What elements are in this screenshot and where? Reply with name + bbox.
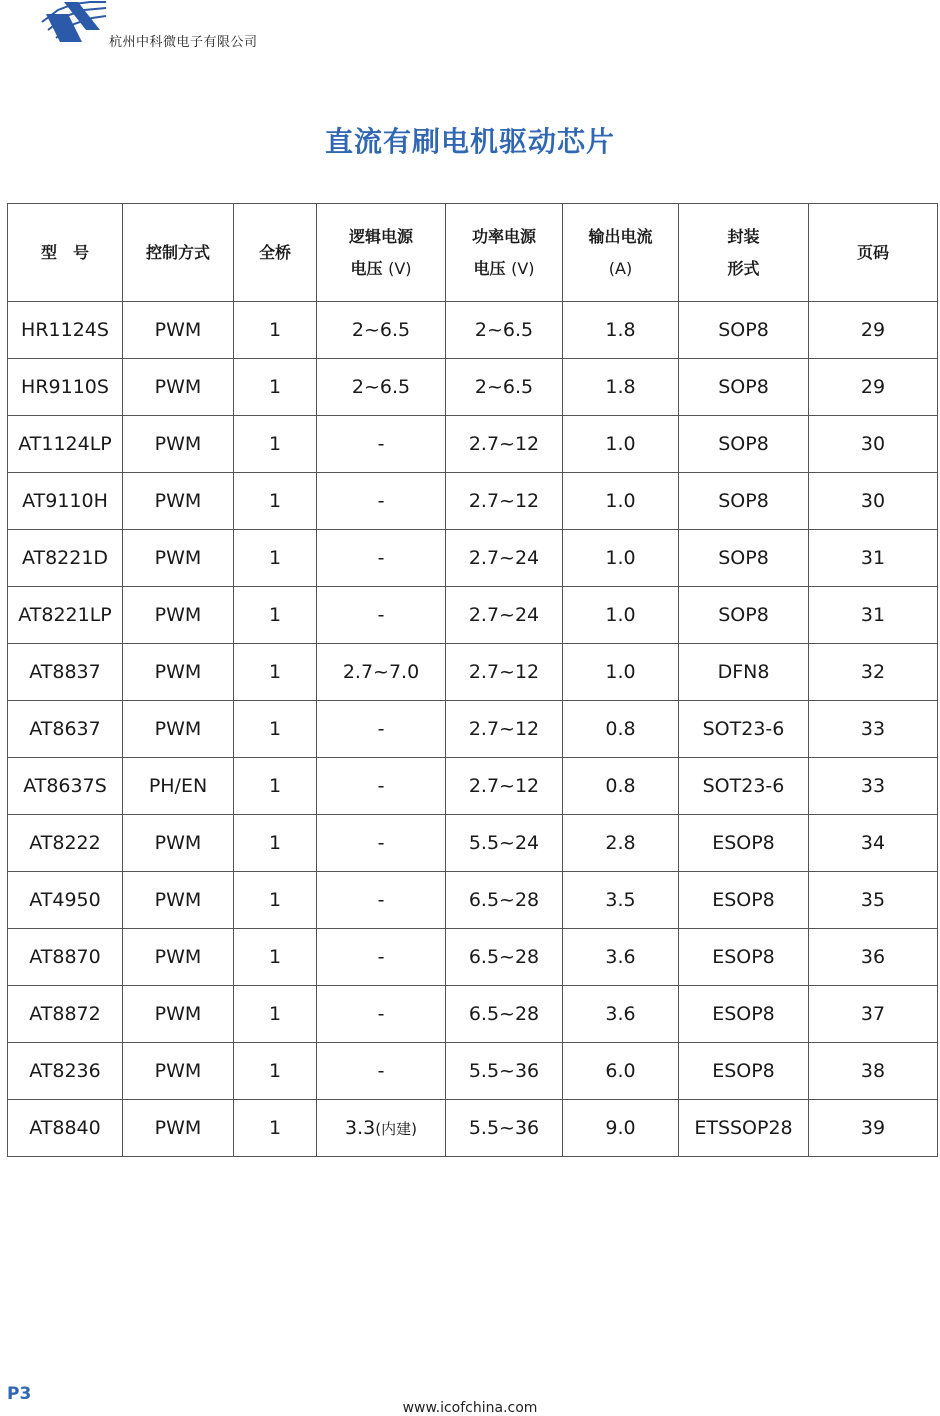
cell-logic-note: (内建) — [375, 1120, 417, 1138]
cell-model-value: AT8637 — [29, 718, 101, 740]
footer-url: www.icofchina.com — [402, 1400, 538, 1416]
cell-logic-value: - — [377, 604, 385, 626]
cell-bridge — [234, 986, 317, 1043]
table-row — [8, 587, 938, 644]
cell-bridge — [234, 587, 317, 644]
header-bridge: 全桥 — [234, 204, 317, 302]
cell-logic — [317, 872, 446, 929]
cell-model — [8, 872, 123, 929]
cell-logic-value: - — [377, 718, 385, 740]
cell-power — [446, 473, 563, 530]
cell-logic-value: - — [377, 547, 385, 569]
cell-power-value: 6.5~28 — [468, 889, 540, 911]
header-power-line2: 电压 — [473, 258, 506, 278]
table-row — [8, 872, 938, 929]
cell-bridge-value: 1 — [268, 1003, 282, 1025]
cell-power-value: 2.7~12 — [468, 718, 540, 740]
cell-bridge — [234, 815, 317, 872]
cell-package-value: ESOP8 — [712, 1003, 775, 1025]
cell-model — [8, 302, 123, 359]
cell-power — [446, 644, 563, 701]
header-package-line2: 形式 — [727, 258, 760, 278]
cell-page — [809, 644, 938, 701]
cell-package — [679, 986, 809, 1043]
cell-page — [809, 302, 938, 359]
cell-power-value: 6.5~28 — [468, 1003, 540, 1025]
cell-logic — [317, 929, 446, 986]
cell-model-value: AT8236 — [29, 1060, 101, 1082]
cell-control-value: PWM — [154, 376, 202, 398]
cell-control — [123, 473, 234, 530]
cell-package-value: SOP8 — [718, 547, 769, 569]
cell-package — [679, 644, 809, 701]
cell-bridge — [234, 473, 317, 530]
cell-current — [563, 416, 679, 473]
cell-package — [679, 473, 809, 530]
cell-bridge — [234, 701, 317, 758]
cell-logic — [317, 587, 446, 644]
cell-package-value: SOT23-6 — [702, 775, 785, 797]
cell-control-value: PWM — [154, 1117, 202, 1139]
cell-model — [8, 701, 123, 758]
cell-power — [446, 1100, 563, 1157]
cell-page-value: 31 — [860, 604, 886, 626]
cell-power — [446, 815, 563, 872]
cell-package — [679, 815, 809, 872]
cell-package — [679, 587, 809, 644]
header-package — [679, 204, 809, 302]
header-control: 控制方式 — [123, 204, 234, 302]
cell-control-value: PWM — [154, 889, 202, 911]
cell-package — [679, 1100, 809, 1157]
table-row — [8, 473, 938, 530]
cell-page-value: 33 — [860, 718, 886, 740]
cell-page — [809, 473, 938, 530]
cell-current — [563, 986, 679, 1043]
cell-package — [679, 1043, 809, 1100]
cell-control — [123, 986, 234, 1043]
cell-control-value: PWM — [154, 1003, 202, 1025]
header-current-line1: 输出电流 — [588, 226, 653, 246]
cell-page-value: 29 — [860, 319, 886, 341]
cell-bridge — [234, 416, 317, 473]
cell-package-value: ESOP8 — [712, 946, 775, 968]
cell-current-value: 1.0 — [605, 661, 636, 683]
cell-current — [563, 644, 679, 701]
cell-logic-value: - — [377, 433, 385, 455]
cell-logic — [317, 416, 446, 473]
cell-package-value: SOP8 — [718, 376, 769, 398]
cell-bridge-value: 1 — [268, 547, 282, 569]
cell-package-value: ETSSOP28 — [694, 1117, 793, 1139]
cell-control-value: PWM — [154, 604, 202, 626]
cell-page-value: 39 — [860, 1117, 886, 1139]
cell-page-value: 37 — [860, 1003, 886, 1025]
table-row — [8, 359, 938, 416]
cell-logic-value: 3.3 — [345, 1117, 376, 1139]
cell-current-value: 1.0 — [605, 433, 636, 455]
page-number: P3 — [7, 1384, 32, 1404]
cell-control-value: PWM — [154, 1060, 202, 1082]
table-row — [8, 758, 938, 815]
cell-control — [123, 359, 234, 416]
header-logic-line1: 逻辑电源 — [348, 226, 413, 246]
cell-model-value: HR9110S — [21, 376, 109, 398]
header-model: 型 号 — [8, 204, 123, 302]
cell-model — [8, 644, 123, 701]
table-row — [8, 986, 938, 1043]
cell-bridge-value: 1 — [268, 433, 282, 455]
cell-current-value: 6.0 — [605, 1060, 636, 1082]
cell-power-value: 2~6.5 — [474, 319, 534, 341]
header-power-line1: 功率电源 — [471, 226, 536, 246]
cell-logic — [317, 815, 446, 872]
cell-bridge — [234, 359, 317, 416]
cell-control — [123, 1043, 234, 1100]
cell-bridge-value: 1 — [268, 889, 282, 911]
cell-model-value: AT8637S — [23, 775, 107, 797]
table-row — [8, 701, 938, 758]
table-row — [8, 644, 938, 701]
cell-bridge — [234, 530, 317, 587]
cell-control — [123, 530, 234, 587]
cell-control — [123, 758, 234, 815]
cell-control-value: PH/EN — [148, 775, 208, 797]
cell-control-value: PWM — [154, 433, 202, 455]
cell-current — [563, 473, 679, 530]
cell-package-value: SOT23-6 — [702, 718, 785, 740]
cell-bridge — [234, 1100, 317, 1157]
cell-package — [679, 530, 809, 587]
cell-control-value: PWM — [154, 547, 202, 569]
cell-model-value: AT8221LP — [18, 604, 112, 626]
cell-model — [8, 416, 123, 473]
table-row — [8, 416, 938, 473]
cell-page-value: 31 — [860, 547, 886, 569]
cell-bridge — [234, 872, 317, 929]
cell-control-value: PWM — [154, 490, 202, 512]
table-row — [8, 530, 938, 587]
cell-power — [446, 929, 563, 986]
cell-page — [809, 986, 938, 1043]
cell-model — [8, 1043, 123, 1100]
cell-model-value: AT8872 — [29, 1003, 101, 1025]
cell-model — [8, 1100, 123, 1157]
cell-page — [809, 815, 938, 872]
cell-current-value: 0.8 — [605, 775, 636, 797]
header-output-current — [563, 204, 679, 302]
cell-model-value: AT4950 — [29, 889, 101, 911]
cell-logic-value: - — [377, 889, 385, 911]
cell-current — [563, 929, 679, 986]
cell-control — [123, 644, 234, 701]
cell-bridge-value: 1 — [268, 1117, 282, 1139]
cell-power — [446, 701, 563, 758]
header-logic-line2: 电压 — [350, 258, 383, 278]
cell-current-value: 0.8 — [605, 718, 636, 740]
page-title: 直流有刷电机驱动芯片 — [324, 125, 615, 158]
header-logic-unit: (V) — [388, 258, 412, 278]
cell-package — [679, 872, 809, 929]
cell-current — [563, 758, 679, 815]
cell-current-value: 1.0 — [605, 490, 636, 512]
cell-logic — [317, 1100, 446, 1157]
cell-logic — [317, 530, 446, 587]
cell-power-value: 2.7~24 — [468, 604, 540, 626]
cell-bridge — [234, 644, 317, 701]
cell-model — [8, 587, 123, 644]
cell-logic-value: 2.7~7.0 — [342, 661, 420, 683]
cell-bridge-value: 1 — [268, 775, 282, 797]
cell-current — [563, 701, 679, 758]
cell-logic — [317, 473, 446, 530]
cell-logic — [317, 302, 446, 359]
cell-control — [123, 302, 234, 359]
cell-logic-value: - — [377, 832, 385, 854]
cell-control-value: PWM — [154, 946, 202, 968]
cell-current — [563, 530, 679, 587]
cell-page — [809, 701, 938, 758]
cell-power-value: 2.7~12 — [468, 490, 540, 512]
cell-page-value: 29 — [860, 376, 886, 398]
cell-bridge-value: 1 — [268, 718, 282, 740]
cell-page — [809, 929, 938, 986]
cell-logic-value: - — [377, 946, 385, 968]
cell-power — [446, 758, 563, 815]
product-table — [7, 203, 938, 1157]
cell-power-value: 5.5~24 — [468, 832, 540, 854]
cell-logic — [317, 1043, 446, 1100]
cell-control — [123, 416, 234, 473]
cell-model — [8, 530, 123, 587]
cell-power — [446, 359, 563, 416]
cell-bridge — [234, 929, 317, 986]
cell-page-value: 36 — [860, 946, 886, 968]
cell-package — [679, 416, 809, 473]
cell-power — [446, 416, 563, 473]
cell-package — [679, 929, 809, 986]
cell-control — [123, 701, 234, 758]
cell-bridge-value: 1 — [268, 604, 282, 626]
header-package-line1: 封装 — [727, 226, 760, 246]
cell-power-value: 5.5~36 — [468, 1060, 540, 1082]
cell-bridge — [234, 302, 317, 359]
cell-control — [123, 872, 234, 929]
cell-power — [446, 587, 563, 644]
cell-logic — [317, 986, 446, 1043]
table-row — [8, 929, 938, 986]
cell-logic-value: - — [377, 1060, 385, 1082]
cell-current — [563, 1100, 679, 1157]
cell-bridge-value: 1 — [268, 946, 282, 968]
cell-page — [809, 359, 938, 416]
cell-control — [123, 1100, 234, 1157]
cell-package-value: DFN8 — [717, 661, 770, 683]
cell-page — [809, 872, 938, 929]
cell-page — [809, 530, 938, 587]
cell-current-value: 1.0 — [605, 547, 636, 569]
cell-power-value: 2.7~12 — [468, 775, 540, 797]
cell-model-value: AT8837 — [29, 661, 101, 683]
cell-page-value: 30 — [860, 490, 886, 512]
cell-current-value: 9.0 — [605, 1117, 636, 1139]
cell-current — [563, 302, 679, 359]
table-row — [8, 1043, 938, 1100]
cell-current-value: 2.8 — [605, 832, 636, 854]
cell-power-value: 2.7~12 — [468, 661, 540, 683]
cell-power — [446, 872, 563, 929]
cell-bridge-value: 1 — [268, 661, 282, 683]
cell-power-value: 2~6.5 — [474, 376, 534, 398]
cell-control-value: PWM — [154, 832, 202, 854]
cell-package-value: SOP8 — [718, 433, 769, 455]
cell-current-value: 1.8 — [605, 376, 636, 398]
header-power-unit: (V) — [511, 258, 535, 278]
cell-power — [446, 1043, 563, 1100]
cell-page — [809, 758, 938, 815]
cell-bridge-value: 1 — [268, 1060, 282, 1082]
cell-logic-value: - — [377, 775, 385, 797]
cell-logic-value: - — [377, 1003, 385, 1025]
cell-model — [8, 929, 123, 986]
cell-page-value: 32 — [860, 661, 886, 683]
cell-power — [446, 530, 563, 587]
cell-model — [8, 473, 123, 530]
cell-package — [679, 359, 809, 416]
cell-model-value: HR1124S — [21, 319, 109, 341]
cell-power — [446, 302, 563, 359]
cell-package-value: SOP8 — [718, 604, 769, 626]
cell-page — [809, 587, 938, 644]
cell-power-value: 6.5~28 — [468, 946, 540, 968]
cell-control — [123, 815, 234, 872]
cell-model — [8, 815, 123, 872]
cell-current — [563, 1043, 679, 1100]
cell-power-value: 5.5~36 — [468, 1117, 540, 1139]
cell-logic-value: 2~6.5 — [351, 376, 411, 398]
cell-control-value: PWM — [154, 718, 202, 740]
cell-current-value: 3.5 — [605, 889, 636, 911]
cell-current-value: 3.6 — [605, 946, 636, 968]
cell-page-value: 38 — [860, 1060, 886, 1082]
cell-page — [809, 1100, 938, 1157]
cell-bridge — [234, 758, 317, 815]
cell-logic — [317, 359, 446, 416]
cell-page-value: 34 — [860, 832, 886, 854]
cell-bridge-value: 1 — [268, 490, 282, 512]
cell-current — [563, 872, 679, 929]
cell-page-value: 30 — [860, 433, 886, 455]
cell-logic — [317, 758, 446, 815]
cell-package — [679, 701, 809, 758]
cell-model-value: AT8840 — [29, 1117, 101, 1139]
cell-model-value: AT1124LP — [18, 433, 112, 455]
cell-package — [679, 758, 809, 815]
cell-page-value: 33 — [860, 775, 886, 797]
cell-package — [679, 302, 809, 359]
cell-current-value: 1.0 — [605, 604, 636, 626]
header-power-voltage — [446, 204, 563, 302]
header-current-unit: (A) — [608, 258, 633, 278]
cell-control — [123, 587, 234, 644]
cell-control-value: PWM — [154, 661, 202, 683]
cell-package-value: ESOP8 — [712, 832, 775, 854]
cell-logic-value: 2~6.5 — [351, 319, 411, 341]
cell-page — [809, 416, 938, 473]
table-header-row — [8, 204, 938, 302]
cell-power-value: 2.7~24 — [468, 547, 540, 569]
company-name: 杭州中科微电子有限公司 — [109, 35, 258, 50]
cell-power-value: 2.7~12 — [468, 433, 540, 455]
cell-current — [563, 359, 679, 416]
cell-logic — [317, 644, 446, 701]
cell-current — [563, 815, 679, 872]
cell-logic-value: - — [377, 490, 385, 512]
cell-bridge-value: 1 — [268, 376, 282, 398]
cell-package-value: SOP8 — [718, 490, 769, 512]
cell-package-value: ESOP8 — [712, 1060, 775, 1082]
cell-model-value: AT9110H — [22, 490, 108, 512]
header-logic-voltage — [317, 204, 446, 302]
company-logo-icon — [38, 0, 108, 46]
cell-model-value: AT8870 — [29, 946, 101, 968]
cell-package-value: ESOP8 — [712, 889, 775, 911]
cell-package-value: SOP8 — [718, 319, 769, 341]
cell-logic — [317, 701, 446, 758]
cell-bridge-value: 1 — [268, 319, 282, 341]
header-page: 页码 — [809, 204, 938, 302]
cell-model-value: AT8222 — [29, 832, 101, 854]
table-row — [8, 815, 938, 872]
cell-model — [8, 986, 123, 1043]
table-row — [8, 1100, 938, 1157]
cell-current-value: 3.6 — [605, 1003, 636, 1025]
cell-control-value: PWM — [154, 319, 202, 341]
cell-model-value: AT8221D — [21, 547, 109, 569]
cell-page-value: 35 — [860, 889, 886, 911]
cell-current-value: 1.8 — [605, 319, 636, 341]
cell-control — [123, 929, 234, 986]
cell-bridge — [234, 1043, 317, 1100]
cell-current — [563, 587, 679, 644]
cell-power — [446, 986, 563, 1043]
table-row — [8, 302, 938, 359]
cell-model — [8, 758, 123, 815]
cell-bridge-value: 1 — [268, 832, 282, 854]
cell-page — [809, 1043, 938, 1100]
cell-model — [8, 359, 123, 416]
